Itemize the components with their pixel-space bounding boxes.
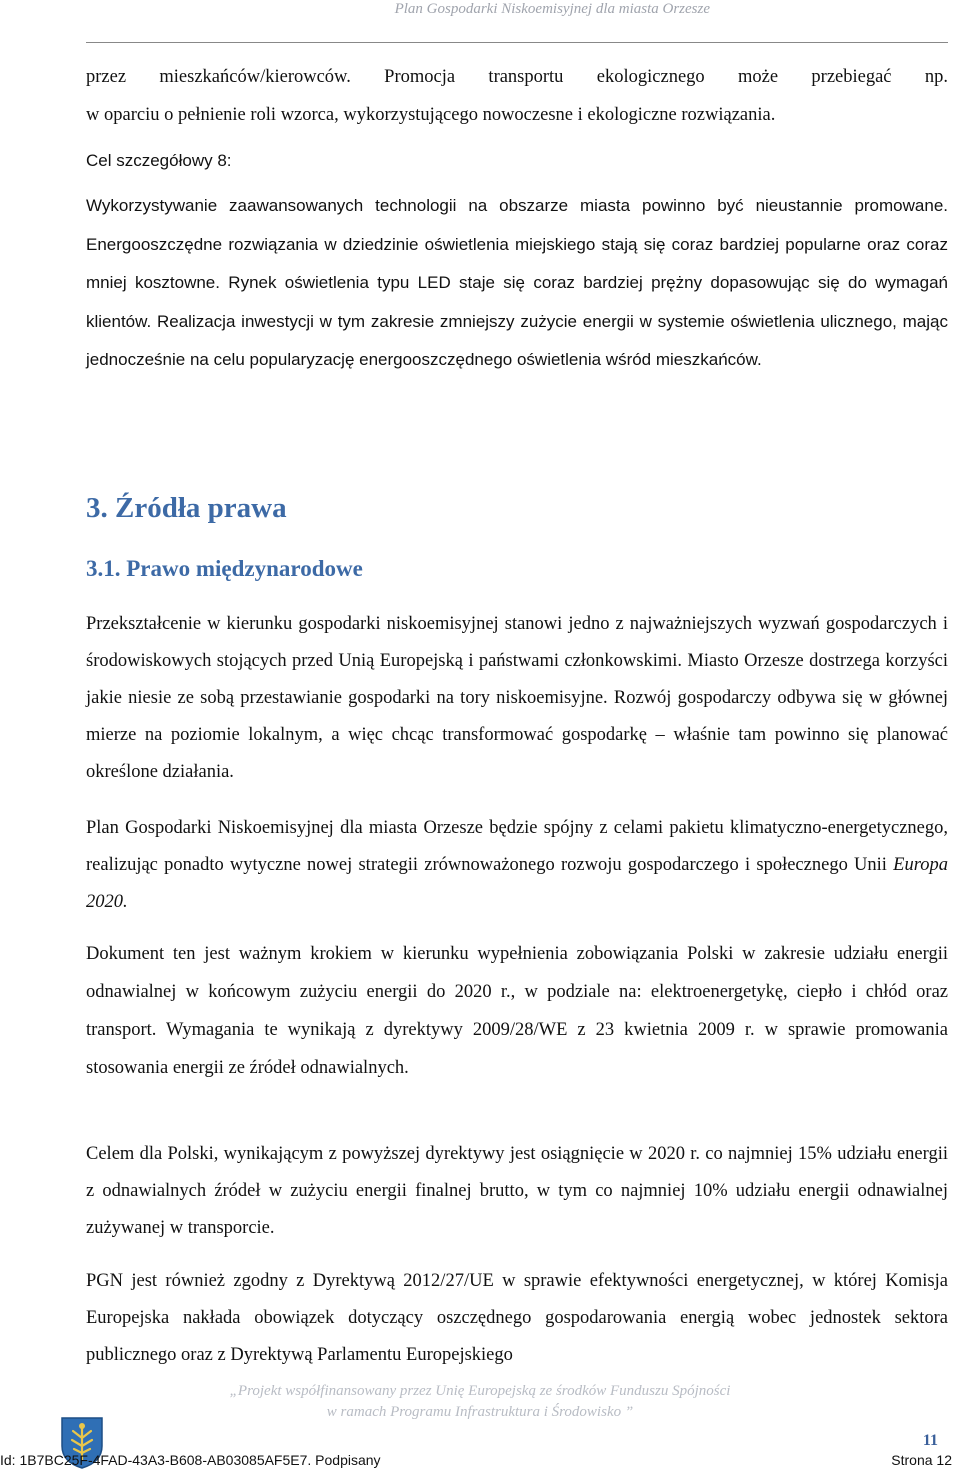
intro-paragraph xyxy=(86,58,948,134)
paragraph-3: Dokument ten jest ważnym krokiem w kierunku wypełnienia zobowiązania Polski w zakresie udziału energii odnawialnej w końcowym zużyciu energii do 2020 r., w podziale na: elektroenergetykę, ciepło i chłód oraz transport. Wymagania te wynikają z dyrektywy 2009/28/WE z 23 kwietnia 2009 r. w sprawie promowania stosowania energii ze źródeł odnawialnych. xyxy=(86,944,948,1078)
paragraph-2-text: Plan Gospodarki Niskoemisyjnej dla miasta Orzesze będzie spójny z celami pakietu klimatyczno-energetycznego, realizując ponadto wytyczne nowej strategii zrównoważonego rozwoju gospodarczego i społecznego Unii xyxy=(86,818,948,875)
footer-note-line-1: „Projekt współfinansowany przez Unię Europejską ze środków Funduszu Spójności xyxy=(229,1383,731,1399)
paragraph-4: Celem dla Polski, wynikającym z powyższej dyrektywy jest osiągnięcie w 2020 r. co najmniej 15% udziału energii z odnawialnych źródeł w zużyciu energii finalnej brutto, w tym co najmniej 10% udziału energii odnawialnej zużywanej w transporcie. xyxy=(86,1144,948,1238)
intro-line-1: przez mieszkańców/kierowców. Promocja transportu ekologicznego może przebiegać np. xyxy=(86,67,948,87)
intro-line-2: w oparciu o pełnienie roli wzorca, wykorzystującego nowoczesne i ekologiczne rozwiązania. xyxy=(86,105,776,125)
header-divider xyxy=(86,42,948,43)
page-number: 11 xyxy=(922,1432,938,1449)
paragraph-2 xyxy=(86,810,948,921)
paragraph-1: Przekształcenie w kierunku gospodarki niskoemisyjnej stanowi jedno z najważniejszych wyzwań gospodarczych i środowiskowych stojących przed Unią Europejską i państwami członkowskimi. Miasto Orzesze dostrzega korzyści jakie niesie ze sobą przestawianie gospodarki na tory niskoemisyjne. Rozwój gospodarczy odbywa się w głównej mierze na poziomie lokalnym, a więc chcąc transformować gospodarkę – właśnie tam powinno się planować określone działania. xyxy=(86,614,948,782)
footer-note-line-2: w ramach Programu Infrastruktura i Środowisko ” xyxy=(326,1404,634,1420)
running-header: Plan Gospodarki Niskoemisyjnej dla miasta Orzesze xyxy=(394,1,710,17)
goal-8-text: Wykorzystywanie zaawansowanych technologii na obszarze miasta powinno być nieustannie promowane. Energooszczędne rozwiązania w dziedzinie oświetlenia miejskiego stają się coraz bardziej popularne oraz coraz mniej kosztowne. Rynek oświetlenia typu LED staje się coraz bardziej prężny dopasowując się do wymagań klientów. Realizacja inwestycji w tym zakresie zmniejszy zużycie energii w systemie oświetlenia ulicznego, mając jednocześnie na celu popularyzację energooszczędnego oświetlenia wśród mieszkańców. xyxy=(86,196,948,369)
page-label: Strona 12 xyxy=(891,1452,952,1468)
goal-8-title: Cel szczegółowy 8: xyxy=(86,151,232,170)
paragraph-5: PGN jest również zgodny z Dyrektywą 2012/27/UE w sprawie efektywności energetycznej, w której Komisja Europejska nakłada obowiązek dotyczący oszczędnego gospodarowania energią wobec jednostek sektora publicznego oraz z Dyrektywą Parlamentu Europejskiego xyxy=(86,1271,948,1365)
subsection-heading: 3.1. Prawo międzynarodowe xyxy=(86,556,363,581)
paragraph-2-italic: Europa 2020. xyxy=(86,855,948,912)
section-heading: 3. Źródła prawa xyxy=(86,492,287,524)
document-id: Id: 1B7BC25F-4FAD-43A3-B608-AB03085AF5E7. Podpisany xyxy=(0,1452,381,1468)
